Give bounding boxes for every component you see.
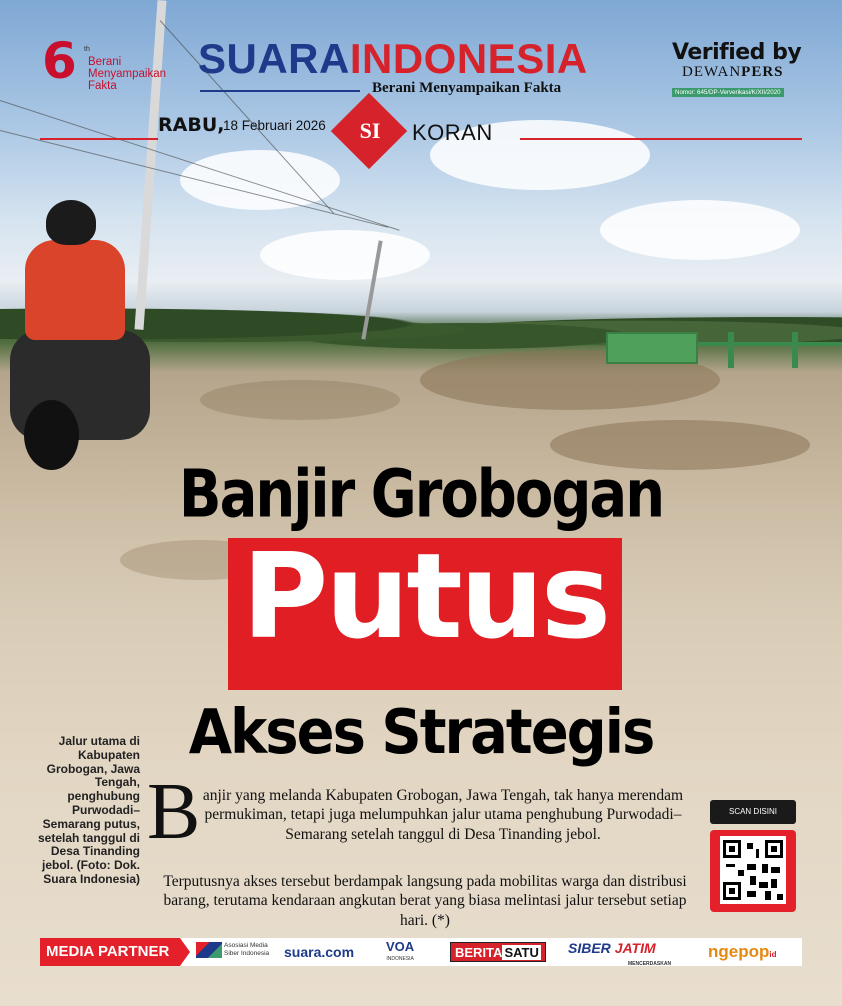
tagline: Berani Menyampaikan Fakta (372, 80, 562, 96)
headline-line2: Putus (241, 527, 609, 665)
partner-siberjatim[interactable] (568, 938, 672, 967)
partner-berita-part1: BERITA (455, 945, 503, 960)
partner-ngepop-part2: id (769, 950, 777, 959)
anniversary-text: Berani Menyampaikan Fakta (88, 56, 166, 93)
partner-siber-sub: MENCERDASKAN (628, 961, 672, 967)
partner-suara[interactable]: suara.com (284, 944, 355, 960)
media-partner-arrow (180, 938, 190, 966)
headline-line1: Banjir Grobogan (178, 456, 664, 533)
anniversary-badge (42, 32, 182, 102)
brand-part1: SUARA (198, 35, 350, 82)
qr-frame (710, 830, 796, 912)
partner-berita-part2: SATU (504, 945, 539, 960)
qr-label: SCAN DISINI (710, 800, 796, 824)
brand-part2: INDONESIA (349, 35, 588, 82)
verified-org (672, 64, 802, 81)
dateline-rule-left (40, 138, 158, 140)
partner-siber-part2: JATIM (614, 940, 656, 956)
qr-code-block[interactable] (710, 800, 796, 912)
photo-caption: Jalur utama di Kabupaten Grobogan, Jawa Tengah, penghubung Purwodadi–Semarang putus, setelah tanggul di Desa Tinanding jebol. (Foto: Dok. Suara Indonesia) (37, 734, 140, 886)
partner-beritasatu[interactable] (450, 942, 546, 962)
si-logo-text: SI (359, 118, 381, 143)
anniversary-suffix: th (84, 46, 90, 53)
anniversary-number: 6 (42, 32, 77, 90)
brand-underline (200, 90, 360, 92)
partner-siber-part1: SIBER (568, 940, 611, 956)
verified-number: Nomor: 645/DP-Ververikasi/K/XII/2020 (672, 88, 784, 97)
brand-logo (198, 35, 588, 82)
verified-badge (672, 42, 802, 99)
article-dropcap: B (147, 768, 201, 856)
motorcyclist (10, 200, 150, 470)
verified-org-part2: PERS (741, 64, 784, 80)
media-partner-label: MEDIA PARTNER (40, 938, 180, 966)
dateline (40, 112, 802, 152)
partner-voa[interactable] (386, 938, 414, 966)
issue-date: 18 Februari 2026 (223, 118, 326, 133)
dateline-rule-right (520, 138, 802, 140)
issue-day: RABU, (158, 114, 225, 136)
edition-label: KORAN (412, 120, 493, 145)
qr-code-icon[interactable] (720, 836, 786, 904)
verified-org-part1: DEWAN (682, 64, 742, 80)
article-paragraph-2: Terputusnya akses tersebut berdampak langsung pada mobilitas warga dan distribusi barang, terutama kendaraan angkutan berat yang biasa melintasi jalur tersebut setiap hari. (*) (163, 873, 687, 929)
article-paragraph-1: anjir yang melanda Kabupaten Grobogan, Jawa Tengah, tak hanya merendam permukiman, tetapi juga melumpuhkan jalur utama penghubung Purwodadi–Semarang setelah tanggul di Desa Tinanding jebol. (202, 787, 684, 843)
media-partner-bar (40, 938, 802, 966)
partner-voa-text: VOA (386, 939, 415, 954)
amsi-logo-icon (196, 942, 222, 958)
partner-ngepop[interactable] (708, 938, 777, 966)
headline-line3: Akses Strategis (188, 696, 654, 769)
partner-ngepop-part1: ngepop (708, 942, 770, 961)
partner-amsi-text: Asosiasi Media Siber Indonesia (224, 942, 270, 957)
verified-title: Verified by (672, 40, 802, 65)
partner-voa-sub: INDONESIA (386, 956, 414, 962)
